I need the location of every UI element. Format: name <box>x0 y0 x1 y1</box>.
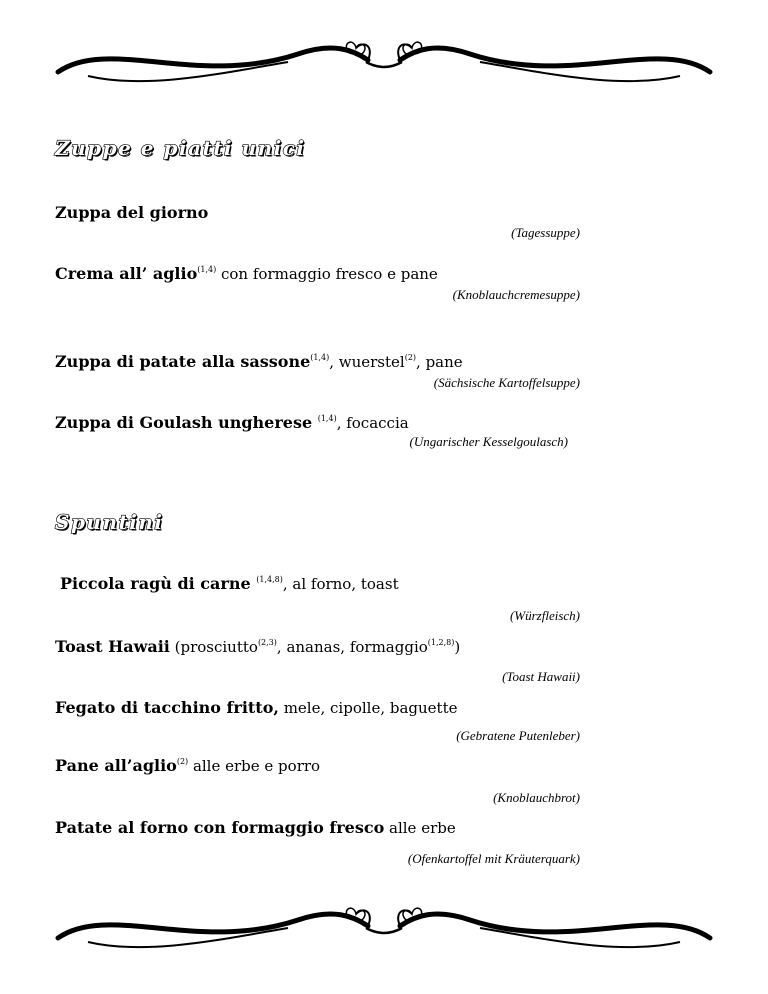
item-description: con formaggio fresco e pane <box>216 265 438 283</box>
item-translation: (Gebratene Putenleber) <box>456 728 580 743</box>
item-description: alle erbe <box>384 819 456 837</box>
menu-item-pane-aglio <box>55 756 320 775</box>
item-name: Pane all’aglio <box>55 756 177 775</box>
bottom-ornament-divider <box>48 898 720 958</box>
section-title-spuntini: Spuntini <box>55 510 164 534</box>
menu-item-crema-aglio <box>55 264 438 283</box>
menu-item-zuppa-del-giorno <box>55 203 208 222</box>
item-name: Zuppa di Goulash ungherese <box>55 413 318 432</box>
item-name: Fegato di tacchino fritto, <box>55 698 279 717</box>
item-description: , focaccia <box>336 414 409 432</box>
allergen-codes: (1,4) <box>197 265 217 274</box>
top-ornament-divider <box>48 32 720 92</box>
item-translation: (Knoblauchcremesuppe) <box>452 287 580 302</box>
item-name: Toast Hawaii <box>55 637 170 656</box>
menu-item-fegato <box>55 698 457 717</box>
item-translation: (Tagessuppe) <box>511 225 580 240</box>
allergen-codes: (2) <box>404 353 417 362</box>
item-translation: (Sächsische Kartoffelsuppe) <box>433 375 580 390</box>
item-name: Zuppa di patate alla sassone <box>55 352 311 371</box>
item-name: Crema all’ aglio <box>55 264 198 283</box>
item-description: , ananas, formaggio <box>276 638 428 656</box>
menu-item-zuppa-patate <box>55 352 463 371</box>
menu-item-patate-forno <box>55 818 456 837</box>
menu-item-goulash <box>55 413 409 432</box>
allergen-codes: (1,4) <box>310 353 330 362</box>
item-translation: (Ungarischer Kesselgoulasch) <box>409 434 568 449</box>
menu-item-toast-hawaii <box>55 637 460 656</box>
item-description: ) <box>454 638 461 656</box>
menu-item-ragu <box>60 574 399 593</box>
item-name: Piccola ragù di carne <box>60 574 257 593</box>
allergen-codes: (1,2,8) <box>427 638 455 647</box>
allergen-codes: (2) <box>176 757 189 766</box>
item-description: alle erbe e porro <box>188 757 321 775</box>
allergen-codes: (2,3) <box>257 638 277 647</box>
item-name: Zuppa del giorno <box>55 203 209 222</box>
allergen-codes: (1,4) <box>317 414 337 423</box>
item-description: , al forno, toast <box>282 575 399 593</box>
item-description: , pane <box>416 353 463 371</box>
item-translation: (Toast Hawaii) <box>502 669 580 684</box>
item-name: Patate al forno con formaggio fresco <box>55 818 385 837</box>
item-translation: (Ofenkartoffel mit Kräuterquark) <box>407 851 580 866</box>
item-description: mele, cipolle, baguette <box>278 699 458 717</box>
section-title-zuppe: Zuppe e piatti unici <box>55 136 306 160</box>
item-translation: (Knoblauchbrot) <box>493 790 580 805</box>
item-translation: (Würzfleisch) <box>509 608 580 623</box>
item-description: , wuerstel <box>329 353 405 371</box>
allergen-codes: (1,4,8) <box>256 575 283 584</box>
item-description: (prosciutto <box>169 638 258 656</box>
